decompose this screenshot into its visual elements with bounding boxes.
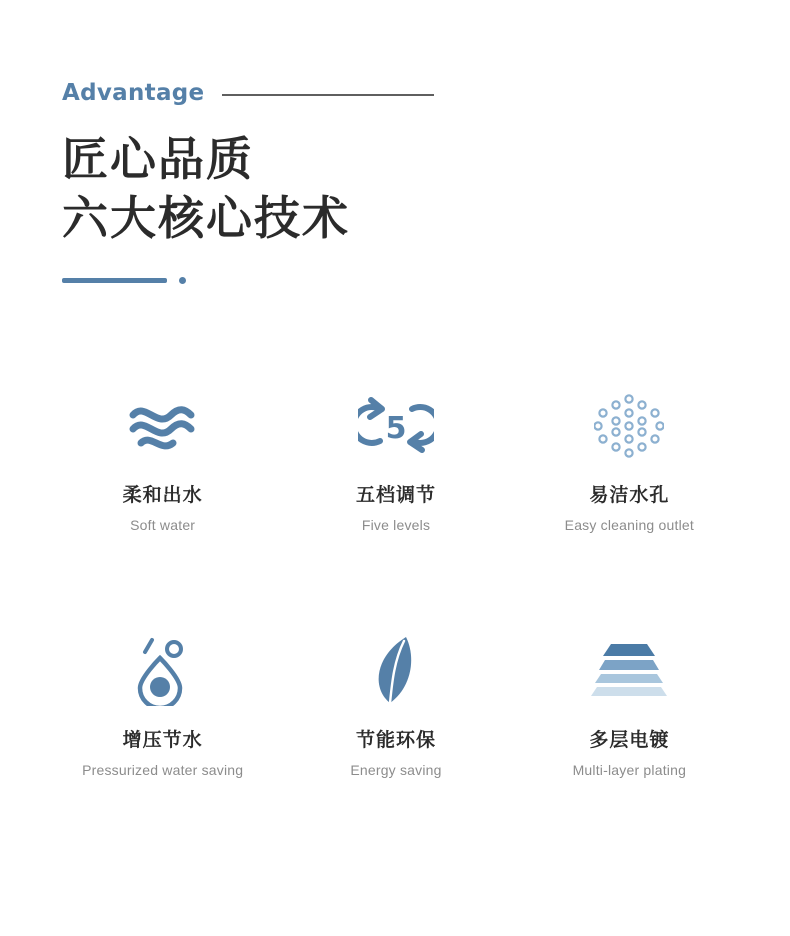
- feature-title: 多层电镀: [589, 729, 670, 751]
- feature-subtitle: Easy cleaning outlet: [564, 517, 694, 533]
- multi-layer-plating-icon: [589, 635, 669, 707]
- feature-item-multi-layer-plating: [513, 635, 746, 810]
- eyebrow-divider: [222, 94, 434, 96]
- underline-dot: [179, 277, 186, 284]
- easy-clean-outlet-dots-icon: [594, 390, 664, 462]
- underline-bar: [62, 278, 167, 283]
- eyebrow-row: [62, 78, 662, 108]
- feature-subtitle: Five levels: [361, 517, 431, 533]
- feature-subtitle: Soft water: [130, 517, 196, 533]
- pressurized-water-drop-icon: [130, 635, 196, 707]
- five-levels-rotate-icon: [358, 390, 434, 462]
- feature-subtitle: Energy saving: [350, 762, 442, 778]
- section-eyebrow: Advantage: [62, 80, 205, 106]
- soft-water-waves-icon: [127, 390, 199, 462]
- feature-subtitle: Multi-layer plating: [572, 762, 687, 778]
- feature-title: 增压节水: [122, 729, 203, 751]
- page-title-line-2: 六大核心技术: [62, 190, 350, 245]
- energy-saving-leaf-icon: [368, 635, 424, 707]
- feature-item-easy-clean-outlet: [513, 390, 746, 565]
- feature-item-soft-water: [46, 390, 279, 565]
- header-block: [62, 78, 662, 286]
- svg-text:5: 5: [385, 411, 407, 446]
- page-title-line-1: 匠心品质: [62, 132, 254, 186]
- feature-item-five-levels: [279, 390, 512, 565]
- page-title: [62, 130, 662, 248]
- feature-title: 易洁水孔: [589, 484, 670, 506]
- title-underline: [62, 276, 662, 286]
- feature-title: 节能环保: [355, 729, 436, 751]
- feature-grid: [46, 390, 746, 810]
- feature-subtitle: Pressurized water saving: [82, 762, 244, 778]
- feature-item-pressurized-water-saving: [46, 635, 279, 810]
- feature-title: 柔和出水: [122, 484, 203, 506]
- feature-title: 五档调节: [355, 484, 436, 506]
- feature-item-energy-saving: [279, 635, 512, 810]
